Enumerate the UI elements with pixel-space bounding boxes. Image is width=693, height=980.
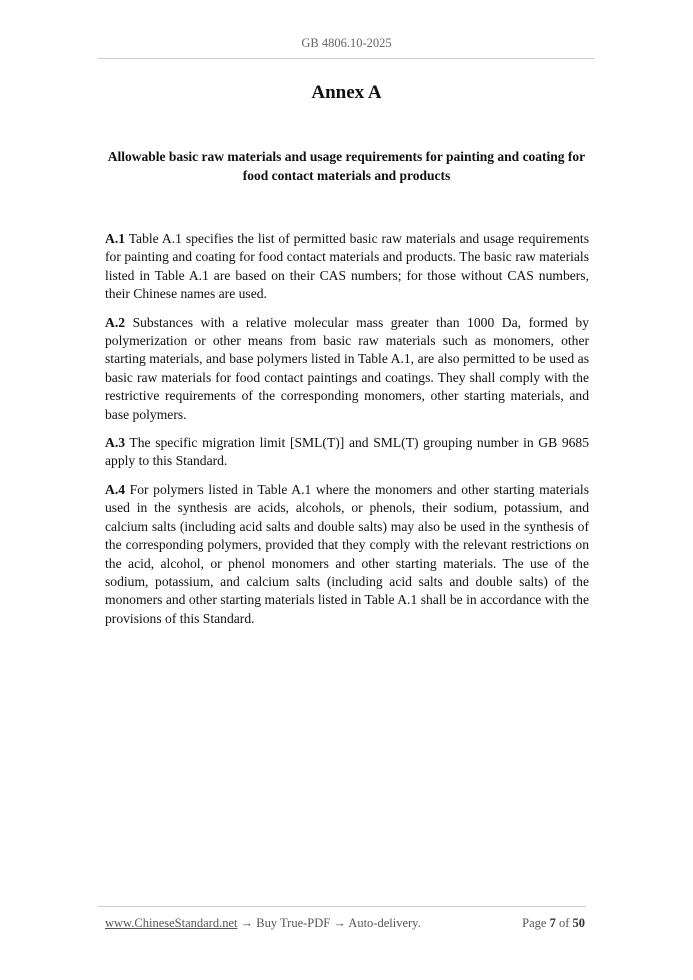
footer-tagline: → Buy True-PDF → Auto-delivery.	[237, 916, 421, 930]
clause-number: A.2	[105, 314, 126, 330]
paragraph-a3	[105, 434, 589, 471]
annex-subtitle: Allowable basic raw materials and usage requirements for painting and coating for food contact materials and products	[107, 149, 586, 183]
paragraph-a2	[105, 314, 589, 424]
clause-number: A.3	[105, 435, 126, 451]
page-total: 50	[572, 916, 585, 930]
running-header: GB 4806.10-2025	[301, 36, 392, 50]
page-indicator	[522, 916, 585, 931]
of-label: of	[558, 916, 570, 930]
page-footer	[105, 916, 585, 931]
clause-text: Substances with a relative molecular mass greater than 1000 Da, formed by polymerization or other means from basic raw materials such as monomers, other starting materials, and base polymers listed in Table A.1, are also permitted to be used as basic raw materials for food contact paintings and coatings. They shall comply with the restrictive requirements of the corresponding monomers, other starting materials, and base polymers.	[105, 314, 589, 422]
clause-text: Table A.1 specifies the list of permitted basic raw materials and usage requirements for painting and coating for food contact materials and products. The basic raw materials listed in Table A.1 are based on their CAS numbers; for those without CAS numbers, their Chinese names are used.	[105, 231, 589, 302]
website-link[interactable]: www.ChineseStandard.net	[105, 916, 238, 930]
clause-text: For polymers listed in Table A.1 where the monomers and other starting materials used in the synthesis are acids, alcohols, or phenols, their sodium, potassium, and calcium salts (including acid salts and double salts) may also be used in the synthesis of the corresponding polymers, provided that they comply with the relevant restrictions on the acid, alcohol, or phenol monomers and other starting materials. The use of the sodium, potassium, and calcium salts (including acid salts and double salts) of the monomers and other starting materials listed in Table A.1 shall be in accordance with the provisions of this Standard.	[105, 481, 589, 626]
footer-divider	[98, 906, 586, 907]
clause-number: A.1	[105, 231, 126, 246]
page-label: Page	[522, 916, 547, 930]
header-divider	[98, 58, 595, 59]
annex-title: Annex A	[311, 82, 382, 103]
page-number: 7	[549, 916, 556, 930]
clause-number: A.4	[105, 481, 126, 497]
paragraph-a1	[105, 230, 589, 304]
body-text	[105, 230, 589, 638]
paragraph-a4	[105, 481, 589, 628]
clause-text: The specific migration limit [SML(T)] and SML(T) grouping number in GB 9685 apply to this Standard.	[105, 435, 590, 469]
